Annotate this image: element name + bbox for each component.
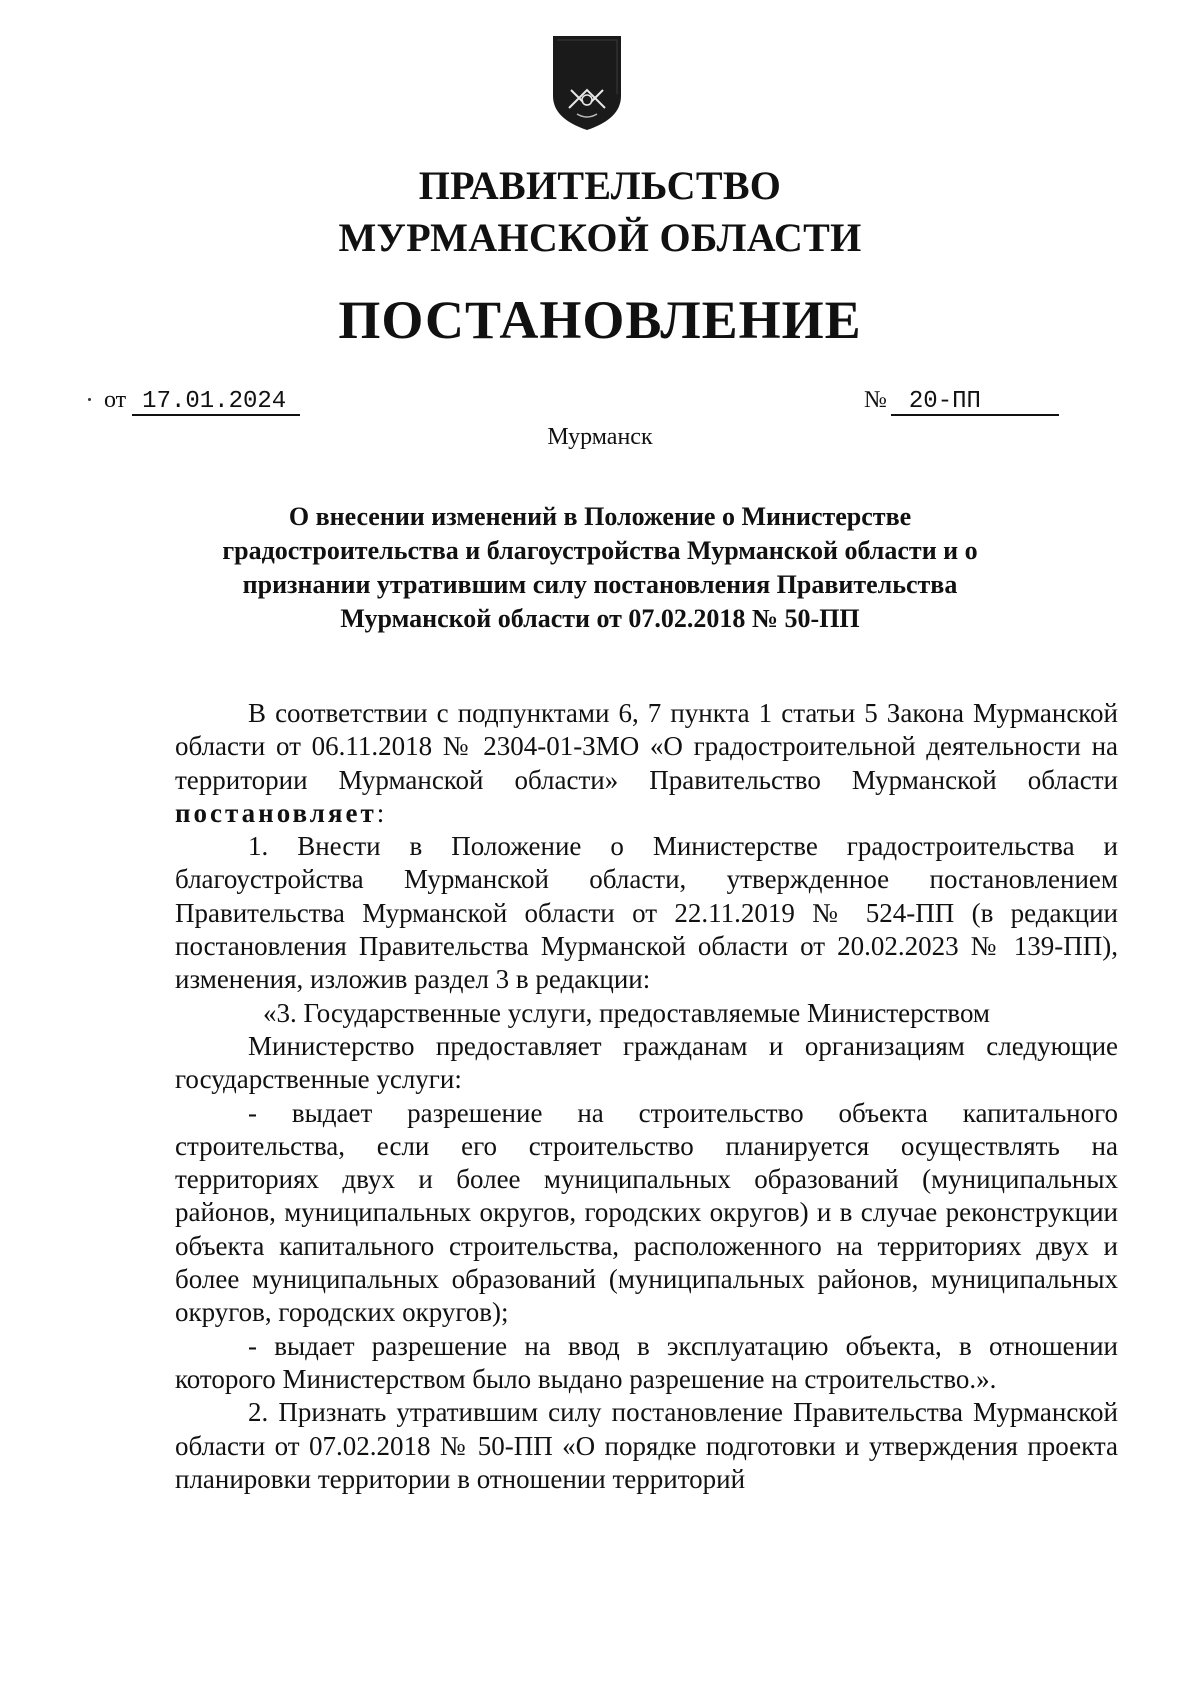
- bullet-2-paragraph: - выдает разрешение на ввод в эксплуатацию объекта, в отношении которого Министерством было выдано разрешение на строительство.».: [175, 1330, 1118, 1394]
- section-3-heading: «3. Государственные услуги, предоставляемые Министерством: [263, 997, 991, 1028]
- title-line-3: признании утратившим силу постановления Правительства: [242, 570, 958, 599]
- document-title: [150, 500, 1050, 636]
- intro-paragraph: [175, 697, 1118, 830]
- resolves-colon: :: [376, 797, 385, 828]
- document-type: ПОСТАНОВЛЕНИЕ: [338, 290, 862, 350]
- number-value: 20-ПП: [891, 390, 1059, 416]
- document-body: [175, 697, 1118, 1496]
- coat-of-arms-icon: [547, 30, 627, 134]
- item-2-paragraph: 2. Признать утратившим силу постановление Правительства Мурманской области от 07.02.2018 № 50-ПП «О порядке подготовки и утверждения проекта планировки территории в отношении территорий: [175, 1397, 1118, 1494]
- government-line-2: МУРМАНСКОЙ ОБЛАСТИ: [338, 215, 862, 260]
- bullet-1-paragraph: - выдает разрешение на строительство объекта капитального строительства, если его строительство планируется осуществлять на территориях двух и более муниципальных образований (муниципальных районов, муниципальных округов, городских округов) и в случае реконструкции объекта капитального строительства, расположенного на территориях двух и более муниципальных образований (муниципальных районов, муниципальных округов, городских округов);: [175, 1097, 1118, 1328]
- scan-dot: [88, 398, 91, 401]
- date-value: 17.01.2024: [132, 390, 300, 416]
- number-label: №: [864, 387, 887, 413]
- government-line-1: ПРАВИТЕЛЬСТВО: [418, 163, 782, 208]
- section-3-intro: Министерство предоставляет гражданам и организациям следующие государственные услуги:: [175, 1030, 1118, 1095]
- title-line-2: градостроительства и благоустройства Мурманской области и о: [222, 536, 978, 565]
- title-line-4: Мурманской области от 07.02.2018 № 50-ПП: [340, 604, 860, 633]
- city: Мурманск: [547, 424, 653, 450]
- number-line: [864, 385, 1059, 416]
- resolves-word: постановляет: [175, 797, 377, 828]
- government-name: [0, 160, 1200, 264]
- title-line-1: О внесении изменений в Положение о Министерстве: [288, 502, 912, 531]
- intro-text: В соответствии с подпунктами 6, 7 пункта 1 статьи 5 Закона Мурманской области от 06.11.2018 № 2304-01-ЗМО «О градостроительной деятельности на территории Мурманской области» Правительство Мурманской области: [175, 698, 1118, 795]
- date-label: от: [104, 387, 127, 413]
- item-1-paragraph: 1. Внести в Положение о Министерстве градостроительства и благоустройства Мурманской области, утвержденное постановлением Правительства Мурманской области от 22.11.2019 № 524-ПП (в редакции постановления Правительства Мурманской области от 20.02.2023 № 139-ПП), изменения, изложив раздел 3 в редакции:: [175, 831, 1118, 995]
- date-line: [104, 385, 300, 416]
